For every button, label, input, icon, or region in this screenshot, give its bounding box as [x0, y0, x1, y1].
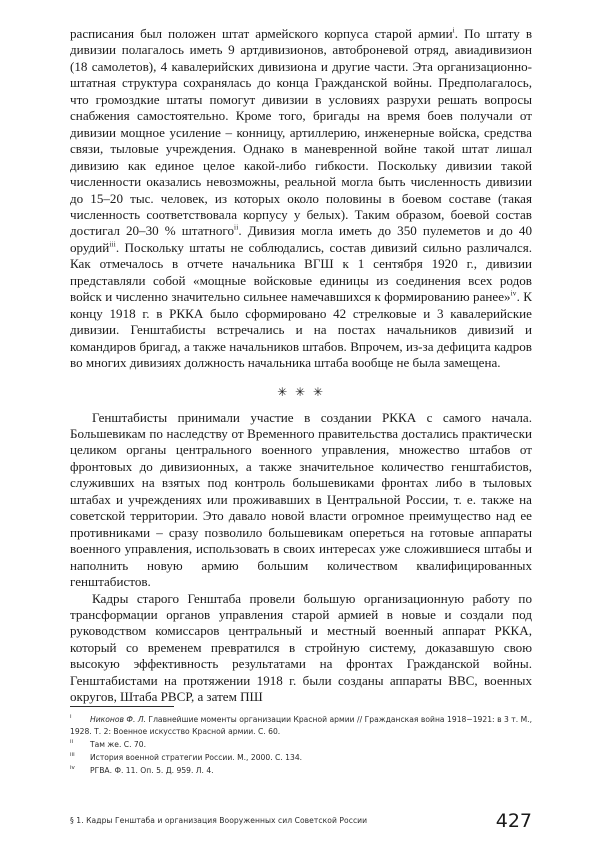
- section-break-asterisks: ✳ ✳ ✳: [277, 384, 325, 399]
- page-footer: [70, 806, 532, 832]
- paragraph-genshtabisty: Генштабисты принимали участие в создании РККА с самого начала. Большевикам по наследству от Временного правительства достались практически целиком органы центрального военного управления, множество штабов от фронтовых до дивизионных, а также значительное количество генштабистов, служивших на взятых под контроль большевиками фронтах либо в тыловых штабах и учреждениях или проживавших в Центральной России, т. е. также на советской территории. Это давало новой власти огромное преимущество над ее противниками – сразу позволило большевикам опереться на готовые аппараты военного управления, использовать в своих интересах уже сложившиеся штабы и наполнить новую армию большим количеством квалифицированных генштабистов.: [70, 409, 532, 590]
- footnote-ref-ii[interactable]: ii: [234, 224, 239, 233]
- footnote-separator-rule: [70, 706, 174, 707]
- body-text-column: [70, 26, 532, 706]
- footnote-ref-iv[interactable]: iv: [510, 289, 517, 298]
- footnote-item: iv РГВА. Ф. 11. Оп. 5. Д. 959. Л. 4.: [70, 765, 214, 775]
- footnote-ref-i[interactable]: i: [452, 26, 455, 35]
- paragraph-kadry: Кадры старого Генштаба провели большую организационную работу по трансформации органов управления старой армией в новые и создали под руководством комиссаров центральный и местный военный аппарат РККА, который со временем превратился в стройную систему, доказавшую свою высокую эффективность результатами на фронтах Гражданской войны. Генштабистами на протяжении 1918 г. были созданы аппараты ВВС, военных округов, Штаба РВСР, а затем ПШ: [70, 590, 532, 705]
- paragraph-continued: расписания был положен штат армейского корпуса старой армии$^i$. По штату в дивизии полагалось иметь 9 артдивизионов, автоброневой отряд, авиадивизион (18 самолетов), 4 кавалерийских дивизиона и другие части. Эта организационно-штатная структура сохранялась до конца Гражданской войны. Предполагалось, что громоздкие штаты помогут дивизии в условиях разрухи решать вопросы снабжения самостоятельно. Кроме того, бригады на время боев получали от дивизии мощное усиление – конницу, артиллерию, инженерные войска, средства связи, тыловые учреждения. Однако в маневренной войне такой штат лишал дивизию как единое целое какой-либо гибкости. Поскольку дивизии такой численности оказались невозможны, реальной могла быть численность дивизии до 15–20 тыс. человек, из которых около половины в боевом составе (такая численность соответствовала корпусу у белых). Таким образом, боевой состав достигал 20–30 % штатного$^{ii}$. Дивизия могла иметь до 350 пулеметов и до 40 орудий$^{iii}$. Поскольку штаты не соблюдались, состав дивизий сильно различался. Как отмечалось в отчете начальника ВГШ к 1 сентября 1920 г., дивизии представляли собой «мощные войсковые единицы из соединения всех родов войск и численно значительно сильнее намечавшихся к формированию ранее»$^{iv}$. К концу 1918 г. в РККА было сформировано 42 стрелковые и 3 кавалерийские дивизии. Генштабисты встречались и на постах начальников дивизий и командиров бригад, а также начальников штабов. Впрочем, из-за дефицита кадров во многих дивизиях должность начальника штаба вообще не была замещена.: [70, 26, 532, 371]
- footnote-item: iii История военной стратегии России. М., 2000. С. 134.: [70, 752, 303, 762]
- footnote-text: История военной стратегии России. М., 2000. С. 134.: [90, 752, 303, 762]
- page-number: 427: [495, 810, 532, 832]
- footnotes-block: [70, 706, 532, 778]
- footnote-text: Там же. С. 70.: [90, 739, 146, 749]
- footer-running-head: § 1. Кадры Генштаба и организация Вооруженных сил Советской России: [70, 816, 368, 825]
- footnote-text: РГВА. Ф. 11. Оп. 5. Д. 959. Л. 4.: [90, 765, 214, 775]
- footnote-author: Никонов Ф. Л.: [90, 715, 146, 724]
- footnote-item: ii Там же. С. 70.: [70, 739, 146, 749]
- footnote-ref-iii[interactable]: iii: [109, 240, 116, 249]
- footnote-text: Главнейшие моменты организации Красной армии // Гражданская война 1918−1921: в 3 т. М., 1928. Т. 2: Военное искусство Красной армии. С. 60.: [70, 715, 532, 736]
- footnote-list: [70, 714, 532, 776]
- footnote-item: i Никонов Ф. Л. Главнейшие моменты организации Красной армии // Гражданская война 1918−1921: в 3 т. М., 1928. Т. 2: Военное искусство Красной армии. С. 60.: [70, 714, 532, 736]
